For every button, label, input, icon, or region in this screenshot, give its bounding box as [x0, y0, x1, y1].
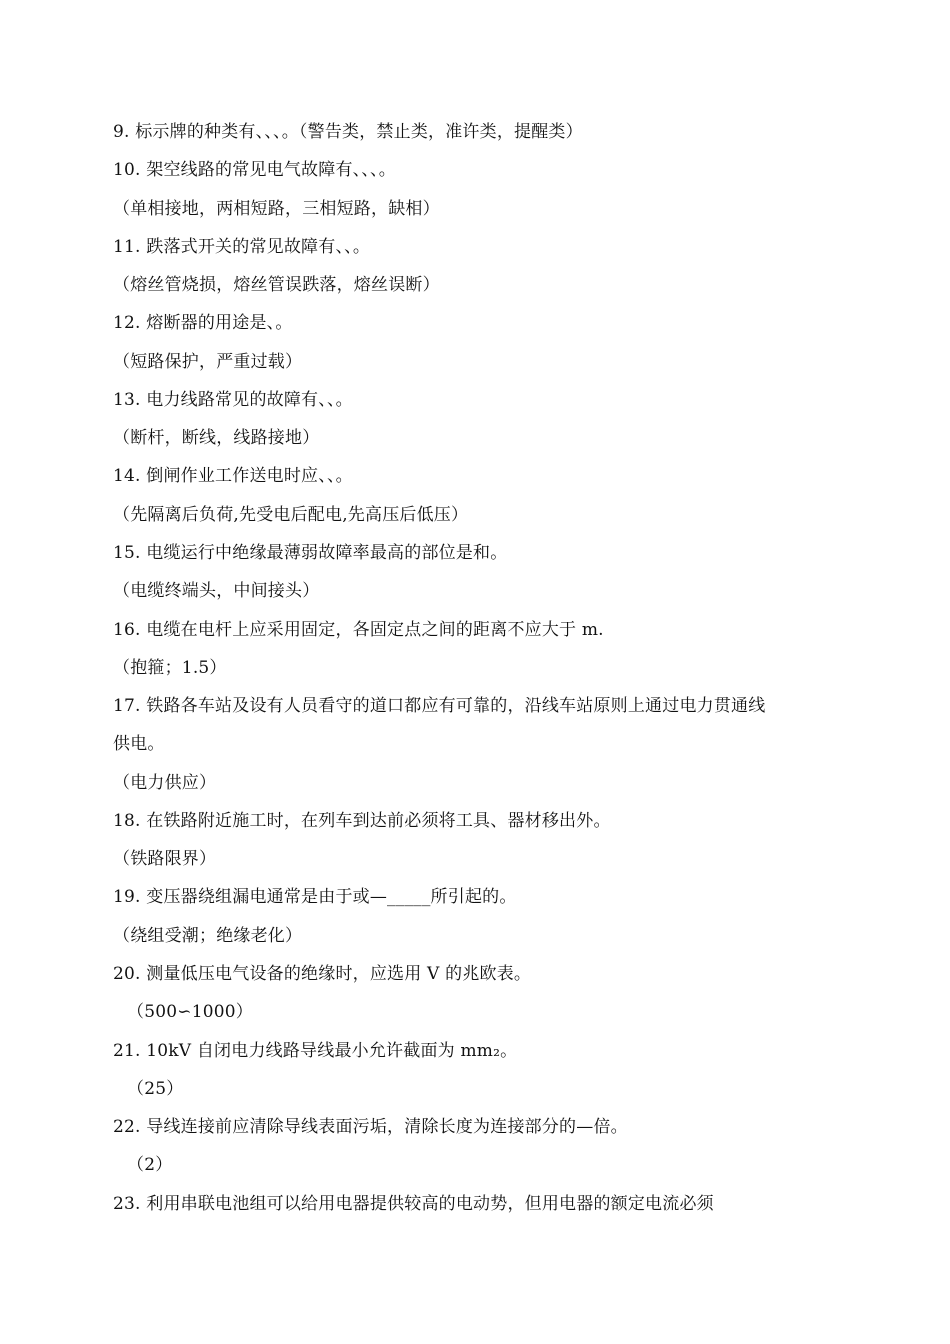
answer-20: （500∽1000） [127, 1002, 253, 1022]
question-10: 10. 架空线路的常见电气故障有、、、。 [113, 160, 396, 180]
question-17-continued: 供电。 [113, 734, 165, 754]
question-16: 16. 电缆在电杆上应采用固定，各固定点之间的距离不应大于 m. [113, 620, 604, 640]
answer-15: （电缆终端头，中间接头） [113, 581, 320, 601]
question-12: 12. 熔断器的用途是、。 [113, 313, 293, 333]
question-23: 23. 利用串联电池组可以给用电器提供较高的电动势，但用电器的额定电流必须 [113, 1194, 714, 1214]
answer-14: （先隔离后负荷,先受电后配电,先高压后低压） [113, 505, 469, 525]
answer-10: （单相接地，两相短路，三相短路，缺相） [113, 199, 440, 219]
question-20: 20. 测量低压电气设备的绝缘时，应选用 V 的兆欧表。 [113, 964, 532, 984]
question-19: 19. 变压器绕组漏电通常是由于或—_____所引起的。 [113, 887, 517, 907]
answer-17: （电力供应） [113, 773, 217, 793]
question-17: 17. 铁路各车站及设有人员看守的道口都应有可靠的，沿线车站原则上通过电力贯通线 [113, 696, 766, 716]
question-13: 13. 电力线路常见的故障有、、。 [113, 390, 353, 410]
question-15: 15. 电缆运行中绝缘最薄弱故障率最高的部位是和。 [113, 543, 508, 563]
answer-21: （25） [127, 1079, 184, 1099]
answer-11: （熔丝管烧损，熔丝管误跌落，熔丝误断） [113, 275, 440, 295]
answer-13: （断杆，断线，线路接地） [113, 428, 320, 448]
question-9: 9. 标示牌的种类有、、、。（警告类，禁止类，准许类，提醒类） [113, 122, 583, 142]
question-18: 18. 在铁路附近施工时，在列车到达前必须将工具、器材移出外。 [113, 811, 611, 831]
question-14: 14. 倒闸作业工作送电时应、、。 [113, 466, 353, 486]
answer-22: （2） [127, 1155, 173, 1175]
question-11: 11. 跌落式开关的常见故障有、、。 [113, 237, 371, 257]
answer-16: （抱箍；1.5） [113, 658, 227, 678]
answer-19: （绕组受潮；绝缘老化） [113, 926, 303, 946]
question-21: 21. 10kV 自闭电力线路导线最小允许截面为 mm₂。 [113, 1041, 518, 1061]
answer-12: （短路保护，严重过载） [113, 352, 303, 372]
question-22: 22. 导线连接前应清除导线表面污垢，清除长度为连接部分的—倍。 [113, 1117, 628, 1137]
answer-18: （铁路限界） [113, 849, 217, 869]
